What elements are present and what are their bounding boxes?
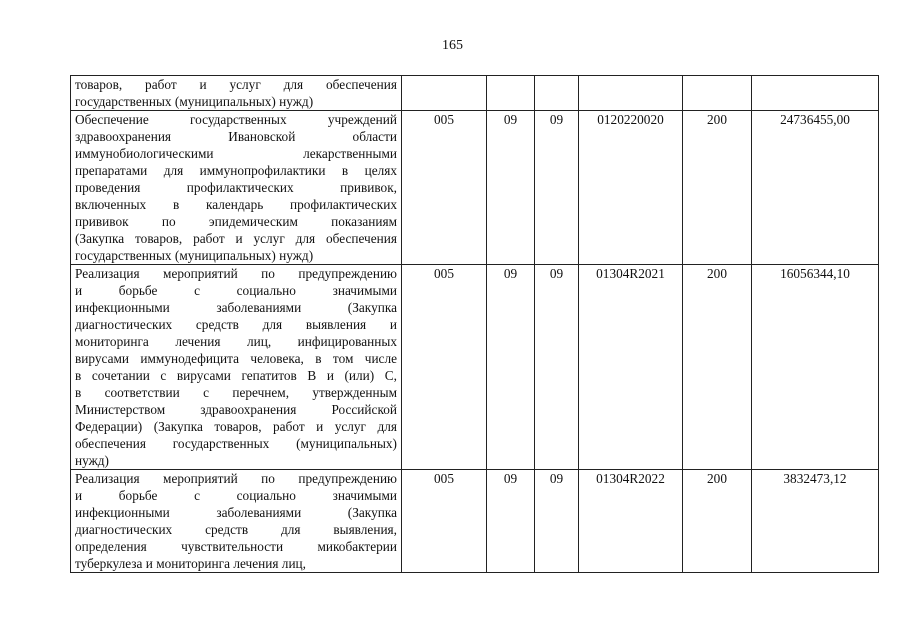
description-line: Реализация мероприятий по предупреждению <box>75 266 397 281</box>
description-line: мониторинга лечения лиц, инфицированных <box>75 334 397 349</box>
description-line: государственных (муниципальных) нужд) <box>75 94 314 109</box>
table-row <box>71 111 879 265</box>
description-line: Федерации) (Закупка товаров, работ и услуг для <box>75 419 397 434</box>
target-code-cell: 0120220020 <box>579 111 683 265</box>
section-cell: 09 <box>487 470 535 573</box>
description-line: здравоохранения Ивановской области <box>75 129 397 144</box>
table-row <box>71 265 879 470</box>
description-line: включенных в календарь профилактических <box>75 197 397 212</box>
description-line: и борьбе с социально значимыми <box>75 488 397 503</box>
description-line: товаров, работ и услуг для обеспечения <box>75 77 397 92</box>
gov-code-cell: 005 <box>402 470 487 573</box>
table-body <box>71 76 879 573</box>
subsection-cell: 09 <box>535 470 579 573</box>
description-line: вирусами иммунодефицита человека, в том числе <box>75 351 397 366</box>
description-line: нужд) <box>75 453 109 468</box>
table-row <box>71 470 879 573</box>
expense-type-cell: 200 <box>683 265 752 470</box>
description-line: в соответствии с перечнем, утвержденным <box>75 385 397 400</box>
expense-type-cell: 200 <box>683 470 752 573</box>
amount-cell: 16056344,10 <box>752 265 879 470</box>
target-code-cell: 01304R2021 <box>579 265 683 470</box>
row-description <box>71 111 402 265</box>
description-line: инфекционными заболеваниями (Закупка <box>75 505 397 520</box>
page-number: 165 <box>442 38 463 53</box>
description-line: проведения профилактических прививок, <box>75 180 397 195</box>
description-line: Министерством здравоохранения Российской <box>75 402 397 417</box>
description-line: определения чувствительности микобактерии <box>75 539 397 554</box>
description-line: обеспечения государственных (муниципальных) <box>75 436 397 451</box>
section-cell <box>487 76 535 111</box>
section-cell: 09 <box>487 265 535 470</box>
row-description <box>71 470 402 573</box>
budget-table <box>70 75 879 573</box>
description-line: Обеспечение государственных учреждений <box>75 112 397 127</box>
description-line: иммунобиологическими лекарственными <box>75 146 397 161</box>
subsection-cell <box>535 76 579 111</box>
description-line: туберкулеза и мониторинга лечения лиц, <box>75 556 307 571</box>
amount-cell: 3832473,12 <box>752 470 879 573</box>
amount-cell: 24736455,00 <box>752 111 879 265</box>
row-description <box>71 76 402 111</box>
target-code-cell: 01304R2022 <box>579 470 683 573</box>
expense-type-cell: 200 <box>683 111 752 265</box>
description-line: в сочетании с вирусами гепатитов В и (или) С, <box>75 368 397 383</box>
section-cell: 09 <box>487 111 535 265</box>
description-line: диагностических средств для выявления и <box>75 317 397 332</box>
subsection-cell: 09 <box>535 111 579 265</box>
gov-code-cell <box>402 76 487 111</box>
description-line: прививок по эпидемическим показаниям <box>75 214 397 229</box>
description-line: инфекционными заболеваниями (Закупка <box>75 300 397 315</box>
description-line: и борьбе с социально значимыми <box>75 283 397 298</box>
expense-type-cell <box>683 76 752 111</box>
gov-code-cell: 005 <box>402 111 487 265</box>
amount-cell <box>752 76 879 111</box>
description-line: Реализация мероприятий по предупреждению <box>75 471 397 486</box>
gov-code-cell: 005 <box>402 265 487 470</box>
subsection-cell: 09 <box>535 265 579 470</box>
table-row <box>71 76 879 111</box>
description-line: препаратами для иммунопрофилактики в целях <box>75 163 397 178</box>
target-code-cell <box>579 76 683 111</box>
description-line: государственных (муниципальных) нужд) <box>75 248 314 263</box>
row-description <box>71 265 402 470</box>
description-line: (Закупка товаров, работ и услуг для обеспечения <box>75 231 397 246</box>
description-line: диагностических средств для выявления, <box>75 522 397 537</box>
